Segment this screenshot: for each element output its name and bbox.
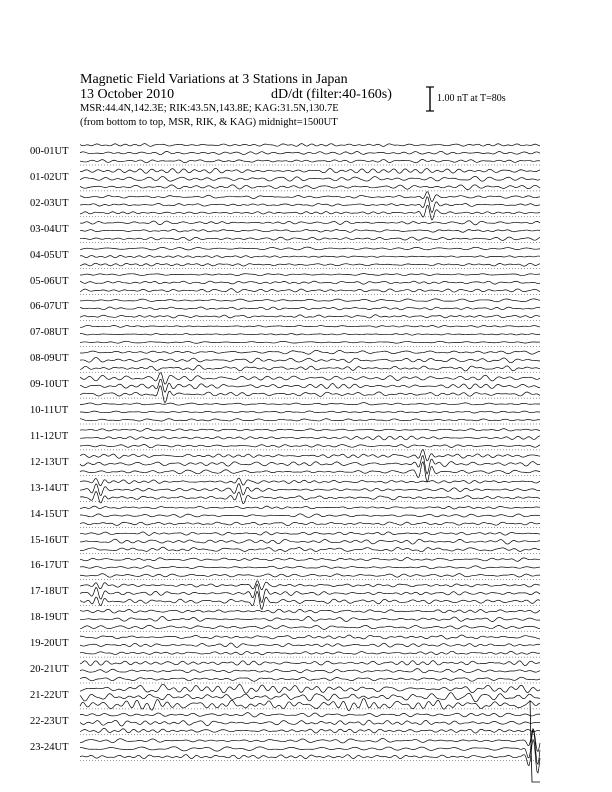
row-label: 21-22UT [30,689,69,701]
row-label: 12-13UT [30,456,69,468]
row-label: 00-01UT [30,146,69,157]
row-label: 17-18UT [30,586,69,598]
row-label: 04-05UT [30,249,69,261]
trace-line [80,506,540,509]
trace-line [80,436,540,440]
trace-line [80,379,540,392]
row-label: 20-21UT [30,664,69,675]
trace-line [80,635,540,639]
trace-line [80,557,540,561]
chart-date: 13 October 2010 [80,87,175,102]
trace-line [80,281,540,284]
trace-line [80,365,540,371]
station-order-note: (from bottom to top, MSR, RIK, & KAG) midnight=1500UT [80,117,338,128]
trace-line [80,532,540,536]
trace-line [80,185,540,190]
row-label: 05-06UT [30,275,69,287]
trace-line [80,289,540,293]
trace-line [80,255,540,257]
scale-label: 1.00 nT at T=80s [437,93,506,104]
trace-line [80,334,540,336]
trace-line [80,625,540,629]
trace-line [80,730,540,764]
trace-line [80,263,540,266]
trace-line [80,299,540,302]
trace-line [80,581,540,590]
row-label: 23-24UT [30,741,69,753]
row-label: 19-20UT [30,638,69,650]
trace-line [80,484,540,496]
trace-line [80,315,540,318]
trace-line [80,444,540,447]
trace-line [80,176,540,181]
trace-line [80,229,540,232]
station-coordinates: MSR:44.4N,142.3E; RIK:43.5N,143.8E; KAG:31.5N,130.7E [80,103,339,114]
trace-line [80,429,540,432]
trace-line [80,449,540,460]
row-label: 06-07UT [30,301,69,313]
trace-line [80,693,540,702]
row-label: 08-09UT [30,353,69,365]
trace-line [80,609,540,613]
trace-line [80,720,540,726]
trace-line [80,168,540,173]
trace-line [80,357,540,362]
row-label: 09-10UT [30,379,69,391]
trace-line [80,740,540,773]
trace-line [80,144,540,147]
trace-line [80,478,540,486]
row-label: 18-19UT [30,612,69,624]
trace-line [80,307,540,310]
row-label: 15-16UT [30,534,69,546]
chart-title: Magnetic Field Variations at 3 Stations in Japan [80,72,348,87]
trace-line [80,151,540,154]
trace-line [80,566,540,569]
trace-line [80,197,540,213]
trace-line [80,221,540,225]
trace-line [80,205,540,219]
row-label: 10-11UT [30,405,69,416]
trace-line [80,456,540,474]
row-label: 03-04UT [30,223,69,235]
trace-line [80,274,540,276]
row-label: 13-14UT [30,482,69,494]
trace-line [80,539,540,544]
trace-line [80,547,540,552]
trace-line [80,237,540,240]
trace-line [80,247,540,250]
trace-line [80,192,540,202]
trace-line [80,684,540,693]
trace-line [80,522,540,526]
trace-line [80,373,540,384]
trace-line [80,350,540,354]
trace-line [80,616,540,621]
trace-line [80,574,540,578]
row-label: 07-08UT [30,327,69,339]
trace-line [80,669,540,673]
row-label: 22-23UT [30,715,69,727]
trace-line [80,341,540,343]
row-label: 11-12UT [30,430,69,442]
trace-line [80,728,540,733]
trace-line [80,159,540,162]
trace-line [80,661,540,666]
row-label: 01-02UT [30,171,69,183]
chart-filter: dD/dt (filter:40-160s) [271,87,392,102]
row-label: 02-03UT [30,197,69,209]
trace-line [80,325,540,327]
trace-line [80,419,540,421]
trace-line [80,713,540,717]
row-label: 14-15UT [30,508,69,520]
trace-line [80,651,540,655]
trace-line [80,643,540,647]
trace-line [80,677,540,681]
row-label: 16-17UT [30,560,69,572]
trace-line [80,411,540,413]
trace-line [80,403,540,405]
trace-line [80,514,540,517]
